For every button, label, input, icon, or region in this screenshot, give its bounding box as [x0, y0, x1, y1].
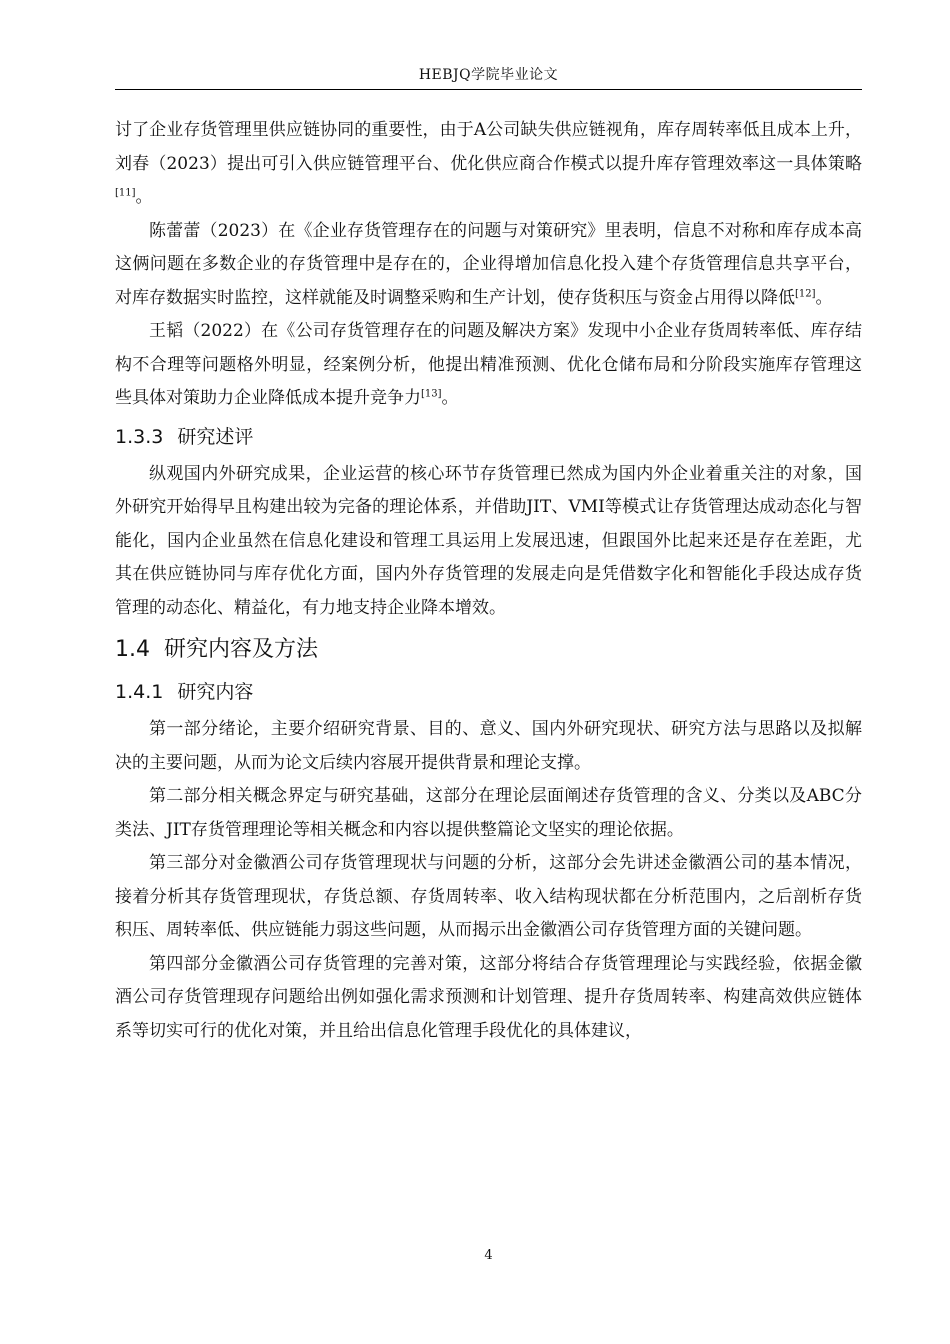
paragraph-text: 讨了企业存货管理里供应链协同的重要性，由于A公司缺失供应链视角，库存周转率低且成本上升，刘春（2023）提出可引入供应链管理平台、优化供应商合作模式以提升库存管理效率这一具体策略	[115, 120, 862, 174]
paragraph: 第三部分对金徽酒公司存货管理现状与问题的分析，这部分会先讲述金徽酒公司的基本情况，接着分析其存货管理现状，存货总额、存货周转率、收入结构现状都在分析范围内，之后剖析存货积压、周转率低、供应链能力弱这些问题，从而揭示出金徽酒公司存货管理方面的关键问题。	[115, 853, 862, 940]
page-header: HEBJQ学院毕业论文	[418, 67, 559, 83]
paragraph-end: 。	[135, 187, 153, 207]
document-body	[115, 114, 862, 1048]
heading-title: 研究内容	[177, 681, 254, 703]
header-rule	[115, 89, 862, 90]
paragraph: 第二部分相关概念界定与研究基础，这部分在理论层面阐述存货管理的含义、分类以及ABC分类法、JIT存货管理理论等相关概念和内容以提供整篇论文坚实的理论依据。	[115, 786, 862, 840]
paragraph-end: 。	[441, 388, 459, 408]
paragraph	[115, 315, 862, 416]
heading-title: 研究内容及方法	[164, 637, 319, 662]
heading-number: 1.4	[115, 637, 150, 662]
paragraph: 纵观国内外研究成果，企业运营的核心环节存货管理已然成为国内外企业着重关注的对象，国外研究开始得早且构建出较为完备的理论体系，并借助JIT、VMI等模式让存货管理达成动态化与智能化，国内企业虽然在信息化建设和管理工具运用上发展迅速，但跟国外比起来还是存在差距，尤其在供应链协同与库存优化方面，国内外存货管理的发展走向是凭借数字化和智能化手段达成存货管理的动态化、精益化，有力地支持企业降本增效。	[115, 463, 862, 618]
heading-title: 研究述评	[177, 425, 254, 448]
paragraph: 第一部分绪论，主要介绍研究背景、目的、意义、国内外研究现状、研究方法与思路以及拟解决的主要问题，从而为论文后续内容展开提供背景和理论支撑。	[115, 719, 862, 773]
paragraph-text: 王韬（2022）在《公司存货管理存在的问题及解决方案》发现中小企业存货周转率低、库存结构不合理等问题格外明显，经案例分析，他提出精准预测、优化仓储布局和分阶段实施库存管理这些具体对策助力企业降低成本提升竞争力	[115, 321, 862, 408]
paragraph-end: 。	[815, 287, 833, 308]
heading-number: 1.4.1	[115, 681, 164, 703]
page-number: 4	[484, 1248, 493, 1263]
citation-mark: [12]	[795, 287, 816, 299]
paragraph-text: 陈蕾蕾（2023）在《企业存货管理存在的问题与对策研究》里表明，信息不对称和库存成本高这俩问题在多数企业的存货管理中是存在的，企业得增加信息化投入建个存货管理信息共享平台，对库存数据实时监控，这样就能及时调整采购和生产计划，使存货积压与资金占用得以降低	[115, 220, 862, 308]
paragraph	[115, 215, 862, 316]
citation-mark: [13]	[421, 388, 442, 400]
section-heading-1-4	[115, 631, 862, 669]
paragraph: 第四部分金徽酒公司存货管理的完善对策，这部分将结合存货管理理论与实践经验，依据金徽酒公司存货管理现存问题给出例如强化需求预测和计划管理、提升存货周转率、构建高效供应链体系等切实可行的优化对策，并且给出信息化管理手段优化的具体建议，	[115, 953, 862, 1041]
section-heading-1-3-3	[115, 420, 862, 454]
paragraph-continuation	[115, 114, 862, 215]
section-heading-1-4-1	[115, 675, 862, 709]
heading-number: 1.3.3	[115, 425, 164, 448]
citation-mark: [11]	[115, 187, 136, 199]
